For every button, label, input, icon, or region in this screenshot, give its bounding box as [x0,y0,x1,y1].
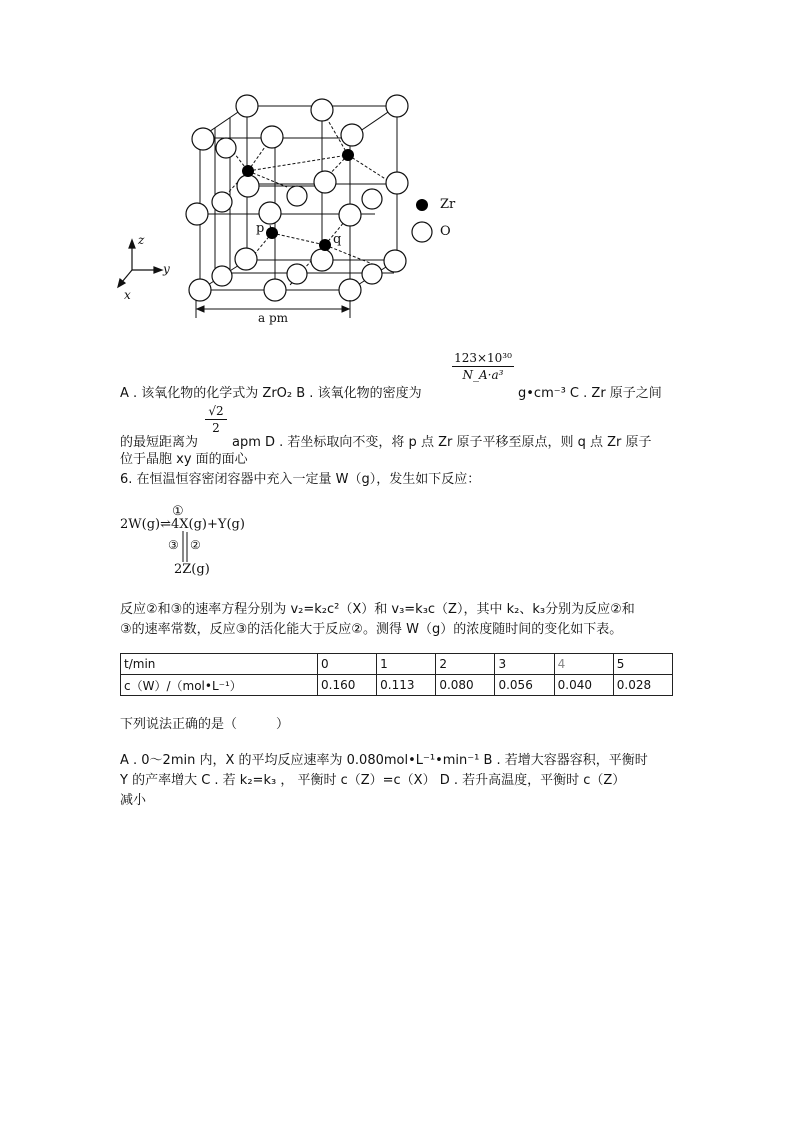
point-p-label: p [256,221,265,236]
density-fraction [452,351,514,382]
distance-numerator: √2 [208,404,224,418]
table-cell: c（W）/（mol•L⁻¹） [121,675,318,696]
legend-o-label: O [440,224,451,239]
table-cell: 0.028 [613,675,672,696]
q5-line3: 位于晶胞 xy 面的面心 [120,452,248,467]
q6-answer-line1: A . 0～2min 内，X 的平均反应速率为 0.080mol•L⁻¹•min⁻¹ B . 若增大容器容积，平衡时 [120,753,648,768]
q6-answer-line2: Y 的产率增大 C . 若 k₂=k₃ ， 平衡时 c（Z）=c（X） D . 若升高温度，平衡时 c（Z） [120,773,626,788]
axis-z-label: z [138,233,145,247]
table-cell: 0.080 [436,675,495,696]
distance-fraction [205,404,227,435]
q6-para1: 反应②和③的速率方程分别为 v₂=k₂c²（X）和 v₃=k₃c（Z），其中 k₂、k₃分别为反应②和 [120,602,635,617]
q6-stem: 6. 在恒温恒容密闭容器中充入一定量 W（g），发生如下反应： [120,472,481,487]
reaction-bottom: 2Z(g) [174,562,210,577]
crystal-structure-figure [110,90,490,330]
table-cell: 0.040 [554,675,613,696]
legend-zr-label: Zr [440,197,456,212]
density-denominator: N_A·a³ [462,368,504,382]
density-numerator: 123×10³⁰ [454,351,512,365]
table-row [121,675,673,696]
distance-denominator: 2 [212,421,220,435]
table-cell: t/min [121,654,318,675]
q6-question: 下列说法正确的是（ ） [120,717,290,732]
eq-circle-1: ① [172,504,184,519]
table-row [121,654,673,675]
concentration-table [120,653,673,696]
reaction-main: 2W(g)⇌4X(g)+Y(g) [120,517,245,532]
table-cell: 3 [495,654,554,675]
q5-line1-right: g•cm⁻³ C . Zr 原子之间 [518,386,662,401]
q5-line1-left: A . 该氧化物的化学式为 ZrO₂ B . 该氧化物的密度为 [120,386,422,401]
q6-para2: ③的速率常数，反应③的活化能大于反应②。测得 W（g）的浓度随时间的变化如下表。 [120,622,623,637]
table-cell: 2 [436,654,495,675]
eq-circle-2: ② [190,538,201,552]
table-cell: 0.056 [495,675,554,696]
q5-line2-right: apm D . 若坐标取向不变，将 p 点 Zr 原子平移至原点，则 q 点 Zr 原子 [232,435,652,450]
q6-answer-line3: 减小 [120,793,147,808]
eq-circle-3: ③ [168,538,179,552]
point-q-label: q [333,232,342,247]
table-cell: 1 [377,654,436,675]
dimension-label: a pm [258,311,289,325]
axis-x-label: x [124,288,131,302]
table-cell: 0 [318,654,377,675]
table-cell: 0.160 [318,675,377,696]
axis-y-label: y [163,262,170,276]
q5-line2-left: 的最短距离为 [120,435,199,450]
table-cell: 5 [613,654,672,675]
table-cell: 0.113 [377,675,436,696]
table-cell: 4 [554,654,613,675]
